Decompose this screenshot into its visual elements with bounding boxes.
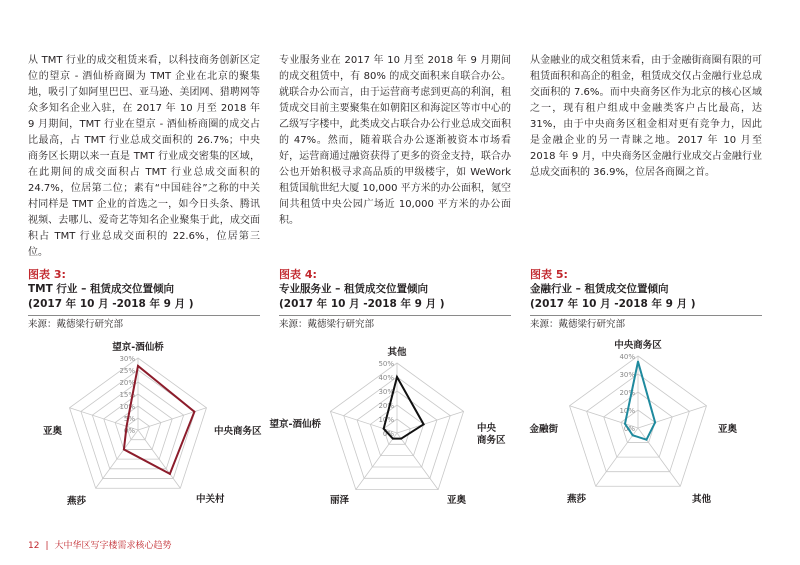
radar-tick-label: 10% — [378, 416, 394, 424]
radar-tick-label: 20% — [119, 379, 135, 387]
radar-category-label: 丽泽 — [329, 495, 349, 506]
figure-divider — [28, 315, 260, 316]
radar-category-label: 亚奥 — [718, 424, 738, 435]
radar-tick-label: 0% — [382, 430, 394, 438]
radar-category-label: 金融街 — [529, 424, 558, 435]
radar-category-label: 其他 — [387, 347, 407, 358]
radar-category-label: 望京-酒仙桥 — [269, 419, 321, 430]
radar-tick-label: 0% — [123, 427, 135, 435]
radar-category-label: 中央 — [477, 423, 497, 434]
figure-title: 金融行业 – 租赁成交位置倾向 — [530, 283, 669, 295]
radar-tick-label: 25% — [119, 367, 135, 375]
figure-source: 来源：戴德梁行研究部 — [28, 319, 124, 330]
figure-label: 图表 3: — [28, 268, 66, 281]
radar-spoke — [638, 406, 706, 428]
radar-category-label: 燕莎 — [66, 496, 86, 507]
radar-spoke — [356, 433, 397, 490]
body-text-column-1: 从 TMT 行业的成交租赁来看，以科技商务创新区定位的望京 - 酒仙桥商圈为 TMT 企业在北京的聚集地，吸引了如阿里巴巴、亚马逊、美团网、猎聘网等众多知名企业入驻，在 2017 年 10 月至 2018 年 9 月期间，TMT 行业在望京 - 酒仙桥商圈的成交占比最高，占 TMT 行业总成交面积的 26.7%；中央商务区长期以来一直是 TMT 行业成交密集的区域，在此期间的成交面积占 TMT 行业总成交面积的 24.7%，位居第二位；素有“中国硅谷”之称的中关村同样是 TMT 企业的首选之一，如今日头条、腾讯视频、去哪儿、爱奇艺等知名企业聚集于此，成交面积占 TMT 行业总成交面积的 22.6%，位居第三位。 — [28, 55, 260, 258]
radar-data-point — [392, 438, 394, 440]
radar-tick-label: 5% — [123, 415, 135, 423]
radar-data-point — [193, 411, 195, 413]
radar-data-point — [123, 448, 125, 450]
figure-title: TMT 行业 – 租赁成交位置倾向 — [28, 283, 174, 295]
radar-category-label: 中关村 — [196, 494, 225, 505]
radar-tick-label: 40% — [619, 353, 635, 361]
figure-label: 图表 5: — [530, 268, 568, 281]
radar-data-point — [400, 438, 402, 440]
body-text-column-2: 专业服务业在 2017 年 10 月至 2018 年 9 月期间的成交租赁中，有 80% 的成交面积来自联合办公。就联合办公而言，由于运营商考虑到更高的利润，租赁成交目前主要聚集在如朝阳区和海淀区等市中心的乙级写字楼中，此类成交占联合办公行业总成交面积的 47%。然而，随着联合办公逐渐被资本市场看好，运营商通过融资获得了更多的资金支持，联合办公也开始积极寻求高品质的甲级楼宇，如 WeWork 租赁国航世纪大厦 10,000 平方米的办公面积，氪空间共租赁中央公园广场近 10,000 平方米的办公面积。 — [279, 55, 511, 226]
figure-source: 来源：戴德梁行研究部 — [279, 319, 375, 330]
radar-tick-label: 10% — [619, 407, 635, 415]
radar-spoke — [397, 411, 464, 433]
figure-divider — [279, 315, 511, 316]
figure-period: (2017 年 10 月 -2018 年 9 月 ) — [279, 298, 445, 310]
body-text-column-3: 从金融业的成交租赁来看，由于金融街商圈有限的可租赁面积和高企的租金，租赁成交仅占金融行业总成交面积的 7.6%。而中央商务区作为北京的核心区域之一，现有租户组成中金融类客户占比最高，达 31%，由于中央商务区租金相对更有竞争力，因此是金融企业的另一青睐之地。2017 年 10 月至 2018 年 9 月，中央商务区金融行业成交占金融行业总成交面积的 36.9%，位居各商圈之首。 — [530, 55, 762, 178]
radar-spoke — [397, 433, 438, 490]
radar-spoke — [138, 408, 206, 430]
radar-category-label: 亚奥 — [42, 426, 62, 437]
radar-category-label: 燕莎 — [566, 494, 586, 505]
figure-source: 来源：戴德梁行研究部 — [530, 319, 626, 330]
figure-period: (2017 年 10 月 -2018 年 9 月 ) — [530, 298, 696, 310]
figure-5-header — [530, 268, 770, 332]
radar-data-point — [645, 439, 647, 441]
radar-chart-professional-services — [269, 345, 519, 515]
radar-category-label: 望京-酒仙桥 — [112, 342, 164, 353]
radar-category-label: 中央商务区 — [214, 426, 262, 437]
radar-data-point — [383, 428, 385, 430]
radar-tick-label: 20% — [378, 402, 394, 410]
radar-tick-label: 30% — [378, 388, 394, 396]
radar-data-point — [654, 421, 656, 423]
radar-category-label: 商务区 — [477, 435, 506, 446]
radar-tick-label: 0% — [623, 425, 635, 433]
radar-category-label: 其他 — [692, 494, 712, 505]
radar-tick-label: 50% — [378, 360, 394, 368]
figure-4-header — [279, 268, 519, 332]
page-number: 12 — [28, 541, 40, 551]
page-footer — [28, 538, 172, 551]
radar-tick-label: 40% — [378, 374, 394, 382]
radar-tick-label: 30% — [119, 355, 135, 363]
radar-tick-label: 30% — [619, 371, 635, 379]
radar-tick-label: 20% — [619, 389, 635, 397]
figure-period: (2017 年 10 月 -2018 年 9 月 ) — [28, 298, 194, 310]
footer-title: 大中华区写字楼需求核心趋势 — [54, 541, 172, 551]
radar-data-point — [632, 434, 634, 436]
radar-tick-label: 10% — [119, 403, 135, 411]
radar-chart-tmt — [28, 342, 268, 515]
figure-divider — [530, 315, 762, 316]
radar-data-point — [169, 473, 171, 475]
radar-data-point — [637, 361, 639, 363]
radar-data-point — [137, 365, 139, 367]
footer-separator: | — [45, 541, 49, 551]
radar-tick-label: 15% — [119, 391, 135, 399]
radar-data-point — [396, 376, 398, 378]
radar-data-point — [423, 423, 425, 425]
radar-category-label: 亚奥 — [447, 495, 467, 506]
radar-category-label: 中央商务区 — [614, 340, 662, 351]
radar-chart-finance — [529, 340, 770, 515]
figure-title: 专业服务业 – 租赁成交位置倾向 — [279, 283, 429, 295]
figure-label: 图表 4: — [279, 268, 317, 281]
radar-data-point — [126, 425, 128, 427]
radar-data-point — [624, 423, 626, 425]
figure-3-header — [28, 268, 268, 332]
